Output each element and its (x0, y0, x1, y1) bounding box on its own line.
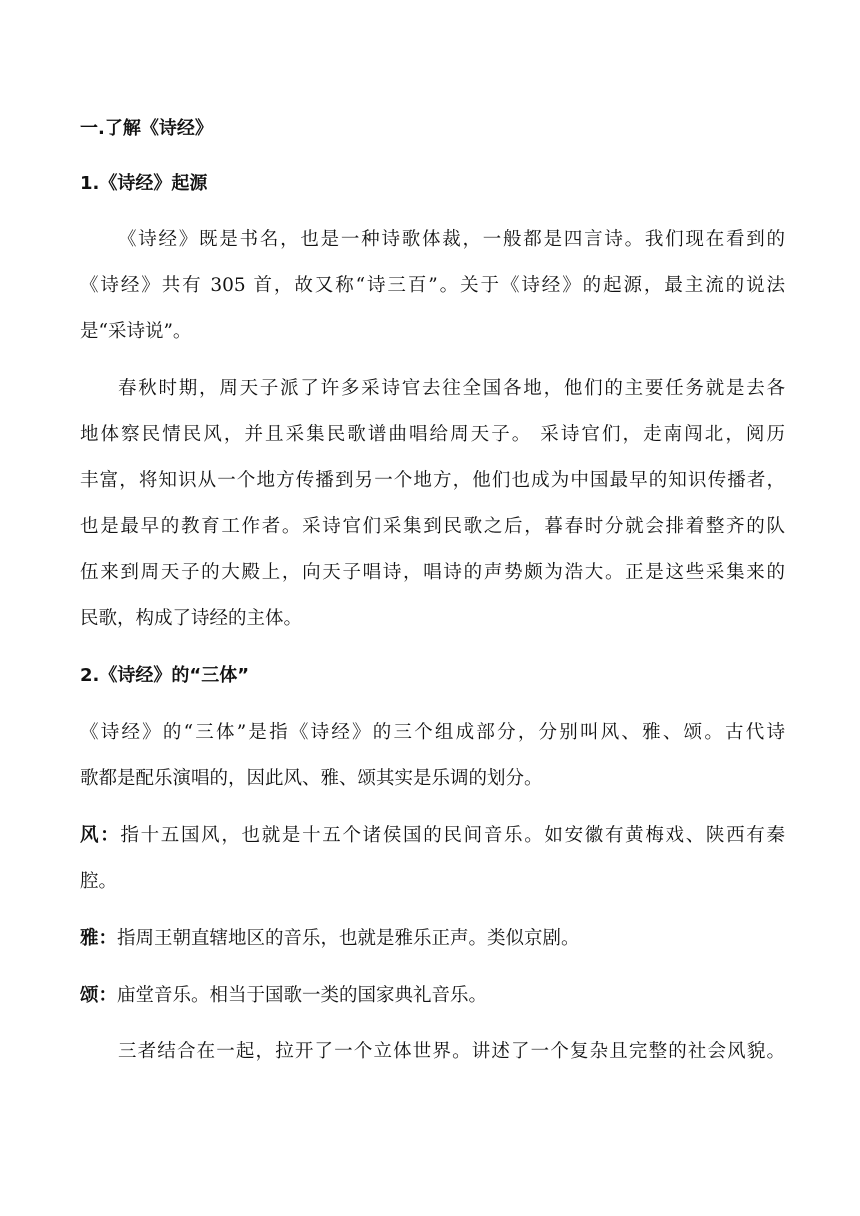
subsection-title-origin: 1.《诗经》起源 (80, 173, 208, 194)
feng-term: 风： (80, 825, 121, 846)
origin-paragraph-line: 是“采诗说”。 (80, 321, 192, 342)
feng-definition-line (80, 824, 785, 848)
feng-definition-line: 腔。 (80, 871, 118, 892)
subsection-title-santi: 2.《诗经》的“三体” (80, 665, 250, 686)
ya-term: 雅： (80, 928, 118, 949)
origin-paragraph-line: 《诗经》共有 305 首，故又称“诗三百”。关于《诗经》的起源，最主流的说法 (80, 275, 785, 296)
feng-text: 指十五国风，也就是十五个诸侯国的民间音乐。如安徽有黄梅戏、陕西有秦 (120, 825, 785, 846)
santi-intro-line: 《诗经》的“三体”是指《诗经》的三个组成部分，分别叫风、雅、颂。古代诗 (80, 722, 785, 743)
santi-intro-line: 歌都是配乐演唱的，因此风、雅、颂其实是乐调的划分。 (80, 768, 543, 789)
song-term: 颂： (80, 985, 118, 1006)
ya-definition-line (80, 927, 785, 951)
caishi-paragraph-line: 地体察民情民风，并且采集民歌谱曲唱给周天子。 采诗官们，走南闯北，阅历 (80, 424, 785, 445)
section-title: 一.了解《诗经》 (80, 118, 213, 139)
conclusion-line: 三者结合在一起，拉开了一个立体世界。讲述了一个复杂且完整的社会风貌。 (118, 1041, 785, 1062)
caishi-paragraph-line: 民歌，构成了诗经的主体。 (80, 608, 303, 629)
caishi-paragraph-line: 伍来到周天子的大殿上，向天子唱诗，唱诗的声势颇为浩大。正是这些采集来的 (80, 562, 785, 583)
song-definition-line (80, 984, 785, 1008)
caishi-paragraph-line: 春秋时期，周天子派了许多采诗官去往全国各地，他们的主要任务就是去各 (118, 378, 785, 399)
caishi-paragraph-line: 也是最早的教育工作者。采诗官们采集到民歌之后，暮春时分就会排着整齐的队 (80, 516, 785, 537)
song-text: 庙堂音乐。相当于国歌一类的国家典礼音乐。 (117, 985, 488, 1006)
origin-paragraph-line: 《诗经》既是书名，也是一种诗歌体裁，一般都是四言诗。我们现在看到的 (118, 229, 785, 250)
ya-text: 指周王朝直辖地区的音乐，也就是雅乐正声。类似京剧。 (117, 928, 580, 949)
caishi-paragraph-line: 丰富，将知识从一个地方传播到另一个地方，他们也成为中国最早的知识传播者， (80, 470, 785, 491)
